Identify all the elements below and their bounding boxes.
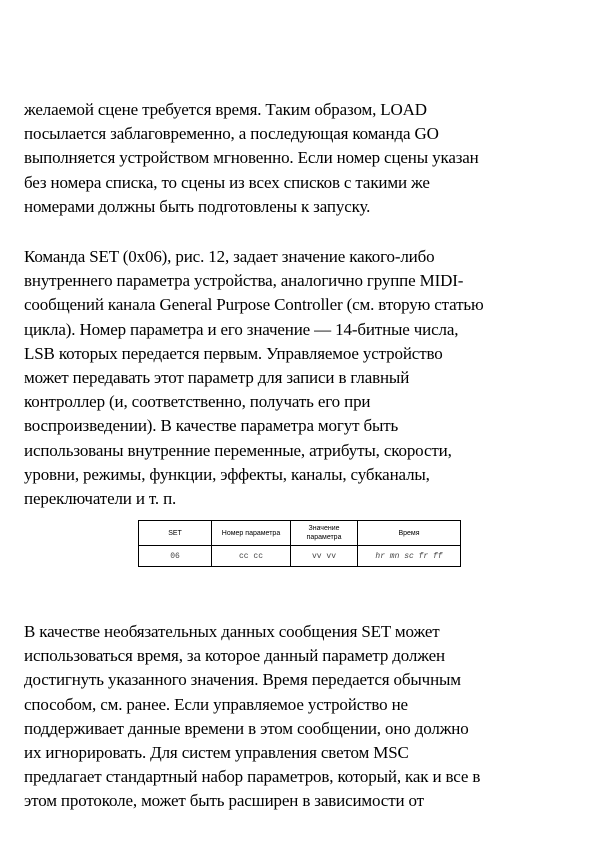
table-cell: 06 — [139, 546, 212, 567]
table-header-cell: Значение параметра — [291, 521, 358, 546]
text-line: уровни, режимы, функции, эффекты, каналы, субканалы, — [24, 464, 430, 484]
table-header-row — [139, 521, 461, 546]
text-line: переключатели и т. п. — [24, 489, 177, 509]
table-row — [139, 546, 461, 567]
text-line: LSB которых передается первым. Управляемое устройство — [24, 343, 443, 363]
text-line: контроллер (и, соответственно, получать его при — [24, 392, 371, 412]
table-header-cell: Номер параметра — [212, 521, 291, 546]
text-line: посылается заблаговременно, а последующая команда GO — [24, 124, 439, 144]
paragraph-set-time — [24, 620, 576, 814]
text-line: В качестве необязательных данных сообщения SET может — [24, 622, 440, 641]
text-line: использоваться время, за которое данный параметр должен — [24, 646, 445, 666]
table-cell: vv vv — [291, 546, 358, 567]
table-cell: cc cc — [212, 546, 291, 567]
text-line: достигнуть указанного значения. Время передается обычным — [24, 670, 461, 690]
text-line: воспроизведении). В качестве параметра могут быть — [24, 416, 399, 436]
table-header-cell: SET — [139, 521, 212, 546]
table-cell: hr mn sc fr ff — [358, 546, 461, 567]
text-line: предлагает стандартный набор параметров, который, как и все в — [24, 767, 481, 787]
text-line: желаемой сцене требуется время. Таким образом, LOAD — [24, 100, 427, 119]
text-line: может передавать этот параметр для записи в главный — [24, 368, 410, 388]
text-line: без номера списка, то сцены из всех списков с такими же — [24, 172, 430, 192]
text-line: способом, см. ранее. Если управляемое устройство не — [24, 694, 408, 714]
set-message-table — [138, 520, 461, 567]
text-line: их игнорировать. Для систем управления светом MSC — [24, 743, 409, 763]
text-line: использованы внутренние переменные, атрибуты, скорости, — [24, 440, 452, 460]
text-line: этом протоколе, может быть расширен в зависимости от — [24, 791, 424, 811]
text-line: номерами должны быть подготовлены к запуску. — [24, 196, 371, 216]
text-line: цикла). Номер параметра и его значение — 14-битные числа, — [24, 319, 459, 339]
text-line: внутреннего параметра устройства, аналогично группе MIDI- — [24, 271, 464, 291]
table-header-cell: Время — [358, 521, 461, 546]
text-line: сообщений канала General Purpose Controller (см. вторую статью — [24, 295, 484, 315]
text-line: Команда SET (0x06), рис. 12, задает значение какого-либо — [24, 247, 435, 266]
paragraph-set-command — [24, 245, 576, 511]
paragraph-load-go — [24, 98, 576, 219]
text-line: выполняется устройством мгновенно. Если номер сцены указан — [24, 148, 479, 168]
text-line: поддерживает данные времени в этом сообщении, оно должно — [24, 718, 469, 738]
